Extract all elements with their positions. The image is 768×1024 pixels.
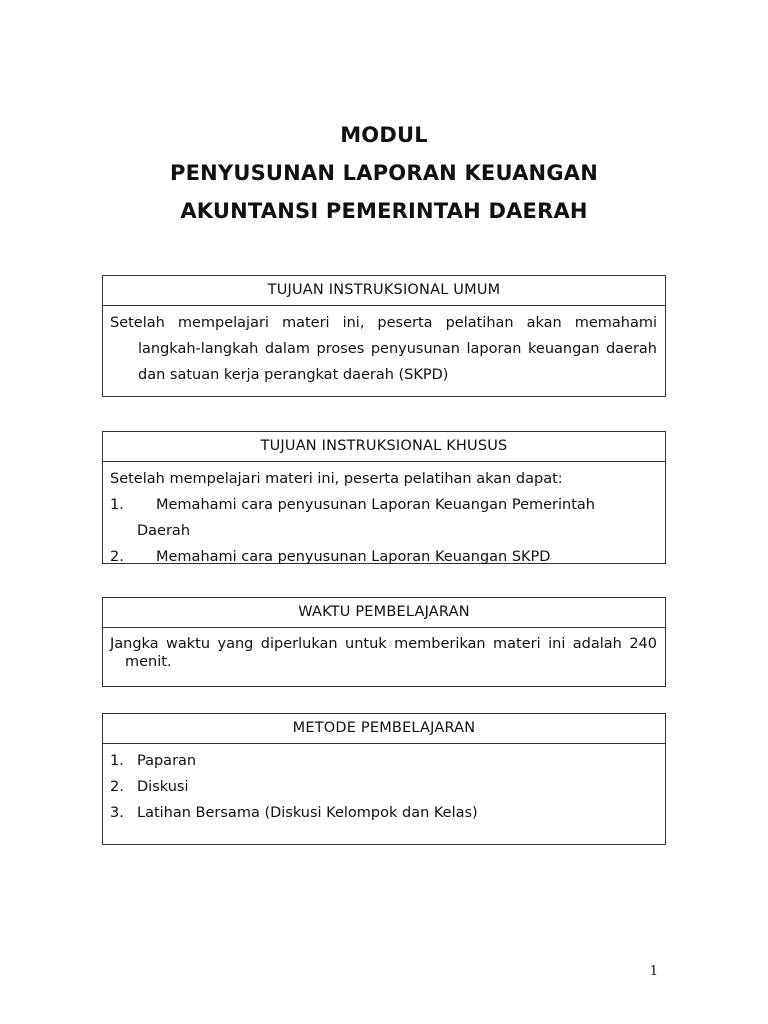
- list-number: 2.: [110, 549, 124, 565]
- page-number: 1: [649, 964, 658, 979]
- title-line-3: AKUNTANSI PEMERINTAH DAERAH: [180, 199, 588, 223]
- metode-box: [102, 713, 666, 845]
- list-text: Paparan: [137, 753, 197, 769]
- title-line-1: MODUL: [340, 123, 428, 147]
- metode-heading: METODE PEMBELAJARAN: [103, 714, 665, 744]
- tiu-heading: TUJUAN INSTRUKSIONAL UMUM: [103, 276, 665, 306]
- list-item: [110, 492, 657, 518]
- list-text: Memahami cara penyusunan Laporan Keuangan SKPD: [156, 549, 551, 565]
- tik-heading: TUJUAN INSTRUKSIONAL KHUSUS: [103, 432, 665, 462]
- waktu-text: Jangka waktu yang diperlukan untuk memberikan materi ini adalah 240 menit.: [110, 636, 657, 670]
- document-title: [0, 116, 768, 230]
- title-line-2: PENYUSUNAN LAPORAN KEUANGAN: [170, 161, 598, 185]
- list-number: 1.: [110, 753, 124, 769]
- waktu-heading: WAKTU PEMBELAJARAN: [103, 598, 665, 628]
- list-item: [110, 748, 657, 774]
- list-text: Diskusi: [137, 779, 189, 795]
- list-item: [110, 544, 657, 570]
- list-number: 1.: [110, 497, 124, 513]
- list-item: [110, 774, 657, 800]
- tik-box: [102, 431, 666, 564]
- waktu-box: [102, 597, 666, 687]
- tiu-text: Setelah mempelajari materi ini, peserta pelatihan akan memahami langkah-langkah dalam proses penyusunan laporan keuangan daerah dan satuan kerja perangkat daerah (SKPD): [110, 315, 657, 383]
- tik-intro: Setelah mempelajari materi ini, peserta pelatihan akan dapat:: [110, 471, 563, 487]
- list-text-continuation: Daerah: [137, 523, 191, 539]
- list-number: 2.: [110, 779, 124, 795]
- list-text: Latihan Bersama (Diskusi Kelompok dan Kelas): [137, 805, 478, 821]
- tiu-box: [102, 275, 666, 397]
- list-number: 3.: [110, 805, 124, 821]
- list-text: Memahami cara penyusunan Laporan Keuangan Pemerintah: [156, 497, 595, 513]
- list-item: [110, 800, 657, 826]
